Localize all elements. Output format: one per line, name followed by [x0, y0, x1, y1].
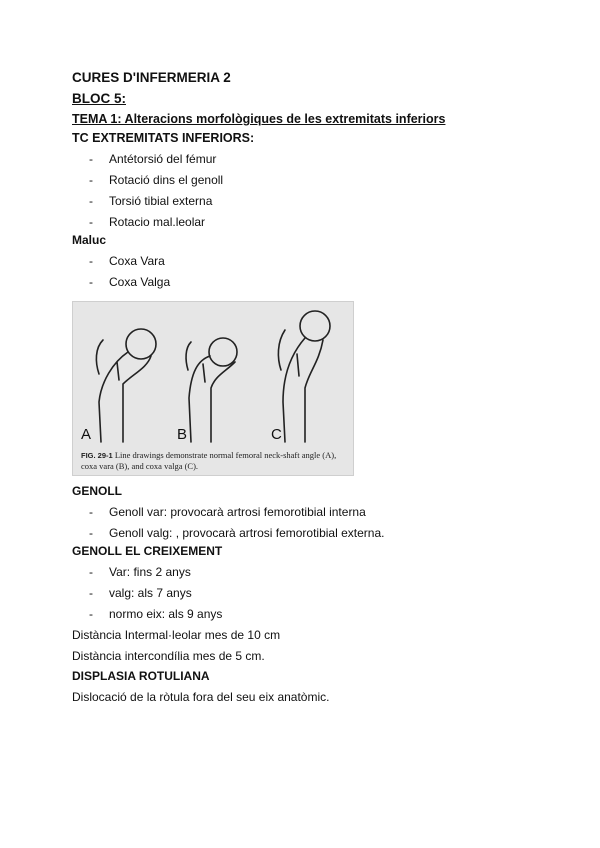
femur-normal-drawing: [96, 329, 156, 442]
list-item: - Genoll valg: , provocarà artrosi femorotibial externa.: [89, 526, 385, 540]
figure-letter-a: A: [81, 426, 92, 443]
list-item: - valg: als 7 anys: [89, 586, 192, 600]
creixement-list: [72, 562, 542, 625]
list-item: - Coxa Valga: [89, 275, 171, 289]
distancia-intermalleolar: Distància Intermal·leolar mes de 10 cm: [72, 628, 281, 642]
tc-heading: TC EXTREMITATS INFERIORS:: [72, 131, 255, 145]
displasia-text: Dislocació de la ròtula fora del seu eix anatòmic.: [72, 690, 330, 704]
creixement-heading: GENOLL EL CREIXEMENT: [72, 544, 223, 558]
list-item: - Coxa Vara: [89, 254, 165, 268]
list-item: - Rotació dins el genoll: [89, 173, 224, 187]
list-item: - Var: fins 2 anys: [89, 565, 191, 579]
displasia-heading: DISPLASIA ROTULIANA: [72, 669, 210, 683]
list-item: - Genoll var: provocarà artrosi femorotibial interna: [89, 505, 366, 519]
list-item: - normo eix: als 9 anys: [89, 607, 223, 621]
genoll-heading: GENOLL: [72, 484, 122, 498]
maluc-list: [72, 251, 542, 293]
genoll-list: [72, 502, 542, 544]
femur-coxa-vara-drawing: [186, 338, 237, 442]
distancia-intercondilia: Distància intercondília mes de 5 cm.: [72, 649, 265, 663]
bloc-heading: BLOC 5:: [72, 91, 126, 106]
list-item: - Antétorsió del fémur: [89, 152, 217, 166]
femur-figure: [72, 301, 354, 476]
femur-coxa-valga-drawing: [278, 311, 330, 442]
figure-caption-text: Line drawings demonstrate normal femoral neck-shaft angle (A), coxa vara (B), and coxa valga (C).: [81, 450, 337, 471]
figure-letter-b: B: [177, 426, 188, 443]
list-item: - Rotacio mal.leolar: [89, 215, 206, 229]
figure-caption-label: FIG. 29-1: [81, 451, 113, 460]
course-title: CURES D'INFERMERIA 2: [72, 70, 231, 85]
tema-heading: TEMA 1: Alteracions morfològiques de les extremitats inferiors: [72, 112, 446, 126]
list-item: - Torsió tibial externa: [89, 194, 213, 208]
figure-letter-c: C: [271, 426, 282, 443]
document-page: [72, 70, 542, 708]
tc-list: [72, 149, 542, 233]
figure-caption: [81, 450, 346, 471]
maluc-heading: Maluc: [72, 233, 107, 247]
